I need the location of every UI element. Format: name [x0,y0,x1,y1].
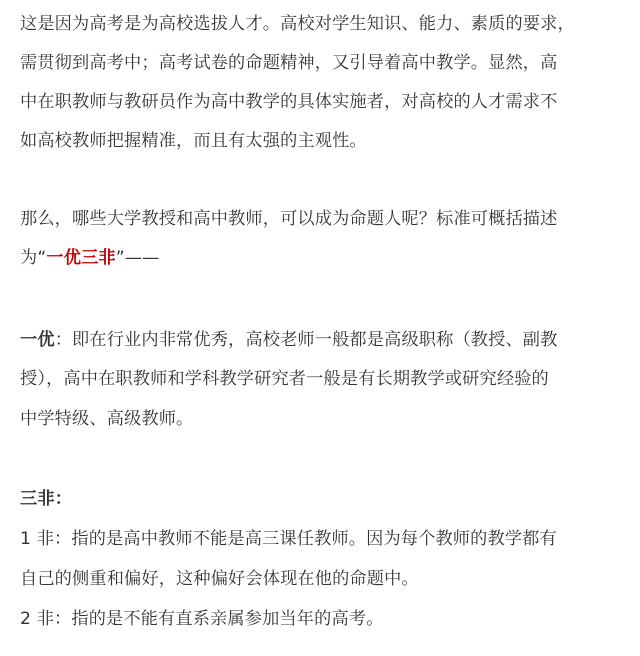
paragraph-3-line-3: 中学特级、高级教师。 [20,409,194,429]
heading-text: 三非 [20,489,55,509]
paragraph-2-line-2 [20,242,620,274]
item-2-line-1: 2 非：指的是不能有直系亲属参加当年的高考。 [20,609,384,629]
paragraph-3-line-2: 授），高中在职教师和学科教学研究者一般是有长期教学或研究经验的 [20,369,549,389]
paragraph-2-line-1: 那么，哪些大学教授和高中教师，可以成为命题人呢？标准可概括描述 [20,209,558,229]
heading-colon: ： [54,489,73,509]
paragraph-2-prefix: 为“ [20,248,47,268]
highlight-term: 一优三非 [46,248,116,268]
paragraph-3-line-1 [20,324,620,356]
paragraph-1-line-4: 如高校教师把握精准，而且有太强的主观性。 [20,131,367,151]
paragraph-1-line-3: 中在职教师与教研员作为高中教学的具体实施者，对高校的人才需求不 [20,92,558,112]
paragraph-2-suffix: ”—— [115,248,160,268]
item-1-line-2: 自己的侧重和偏好，这种偏好会体现在他的命题中。 [20,569,419,589]
paragraph-1-line-2: 需贯彻到高考中；高考试卷的命题精神，又引导着高中教学。显然，高 [20,53,558,73]
paragraph-3-line-1-text: ：即在行业内非常优秀，高校老师一般都是高级职称（教授、副教 [54,330,558,350]
item-1-line-1: 1 非：指的是高中教师不能是高三课任教师。因为每个教师的教学都有 [20,529,557,549]
term-yi-you: 一优 [20,330,55,350]
section-heading-san-fei [20,483,620,515]
paragraph-1-line-1: 这是因为高考是为高校选拔人才。高校对学生知识、能力、素质的要求， [20,14,575,34]
